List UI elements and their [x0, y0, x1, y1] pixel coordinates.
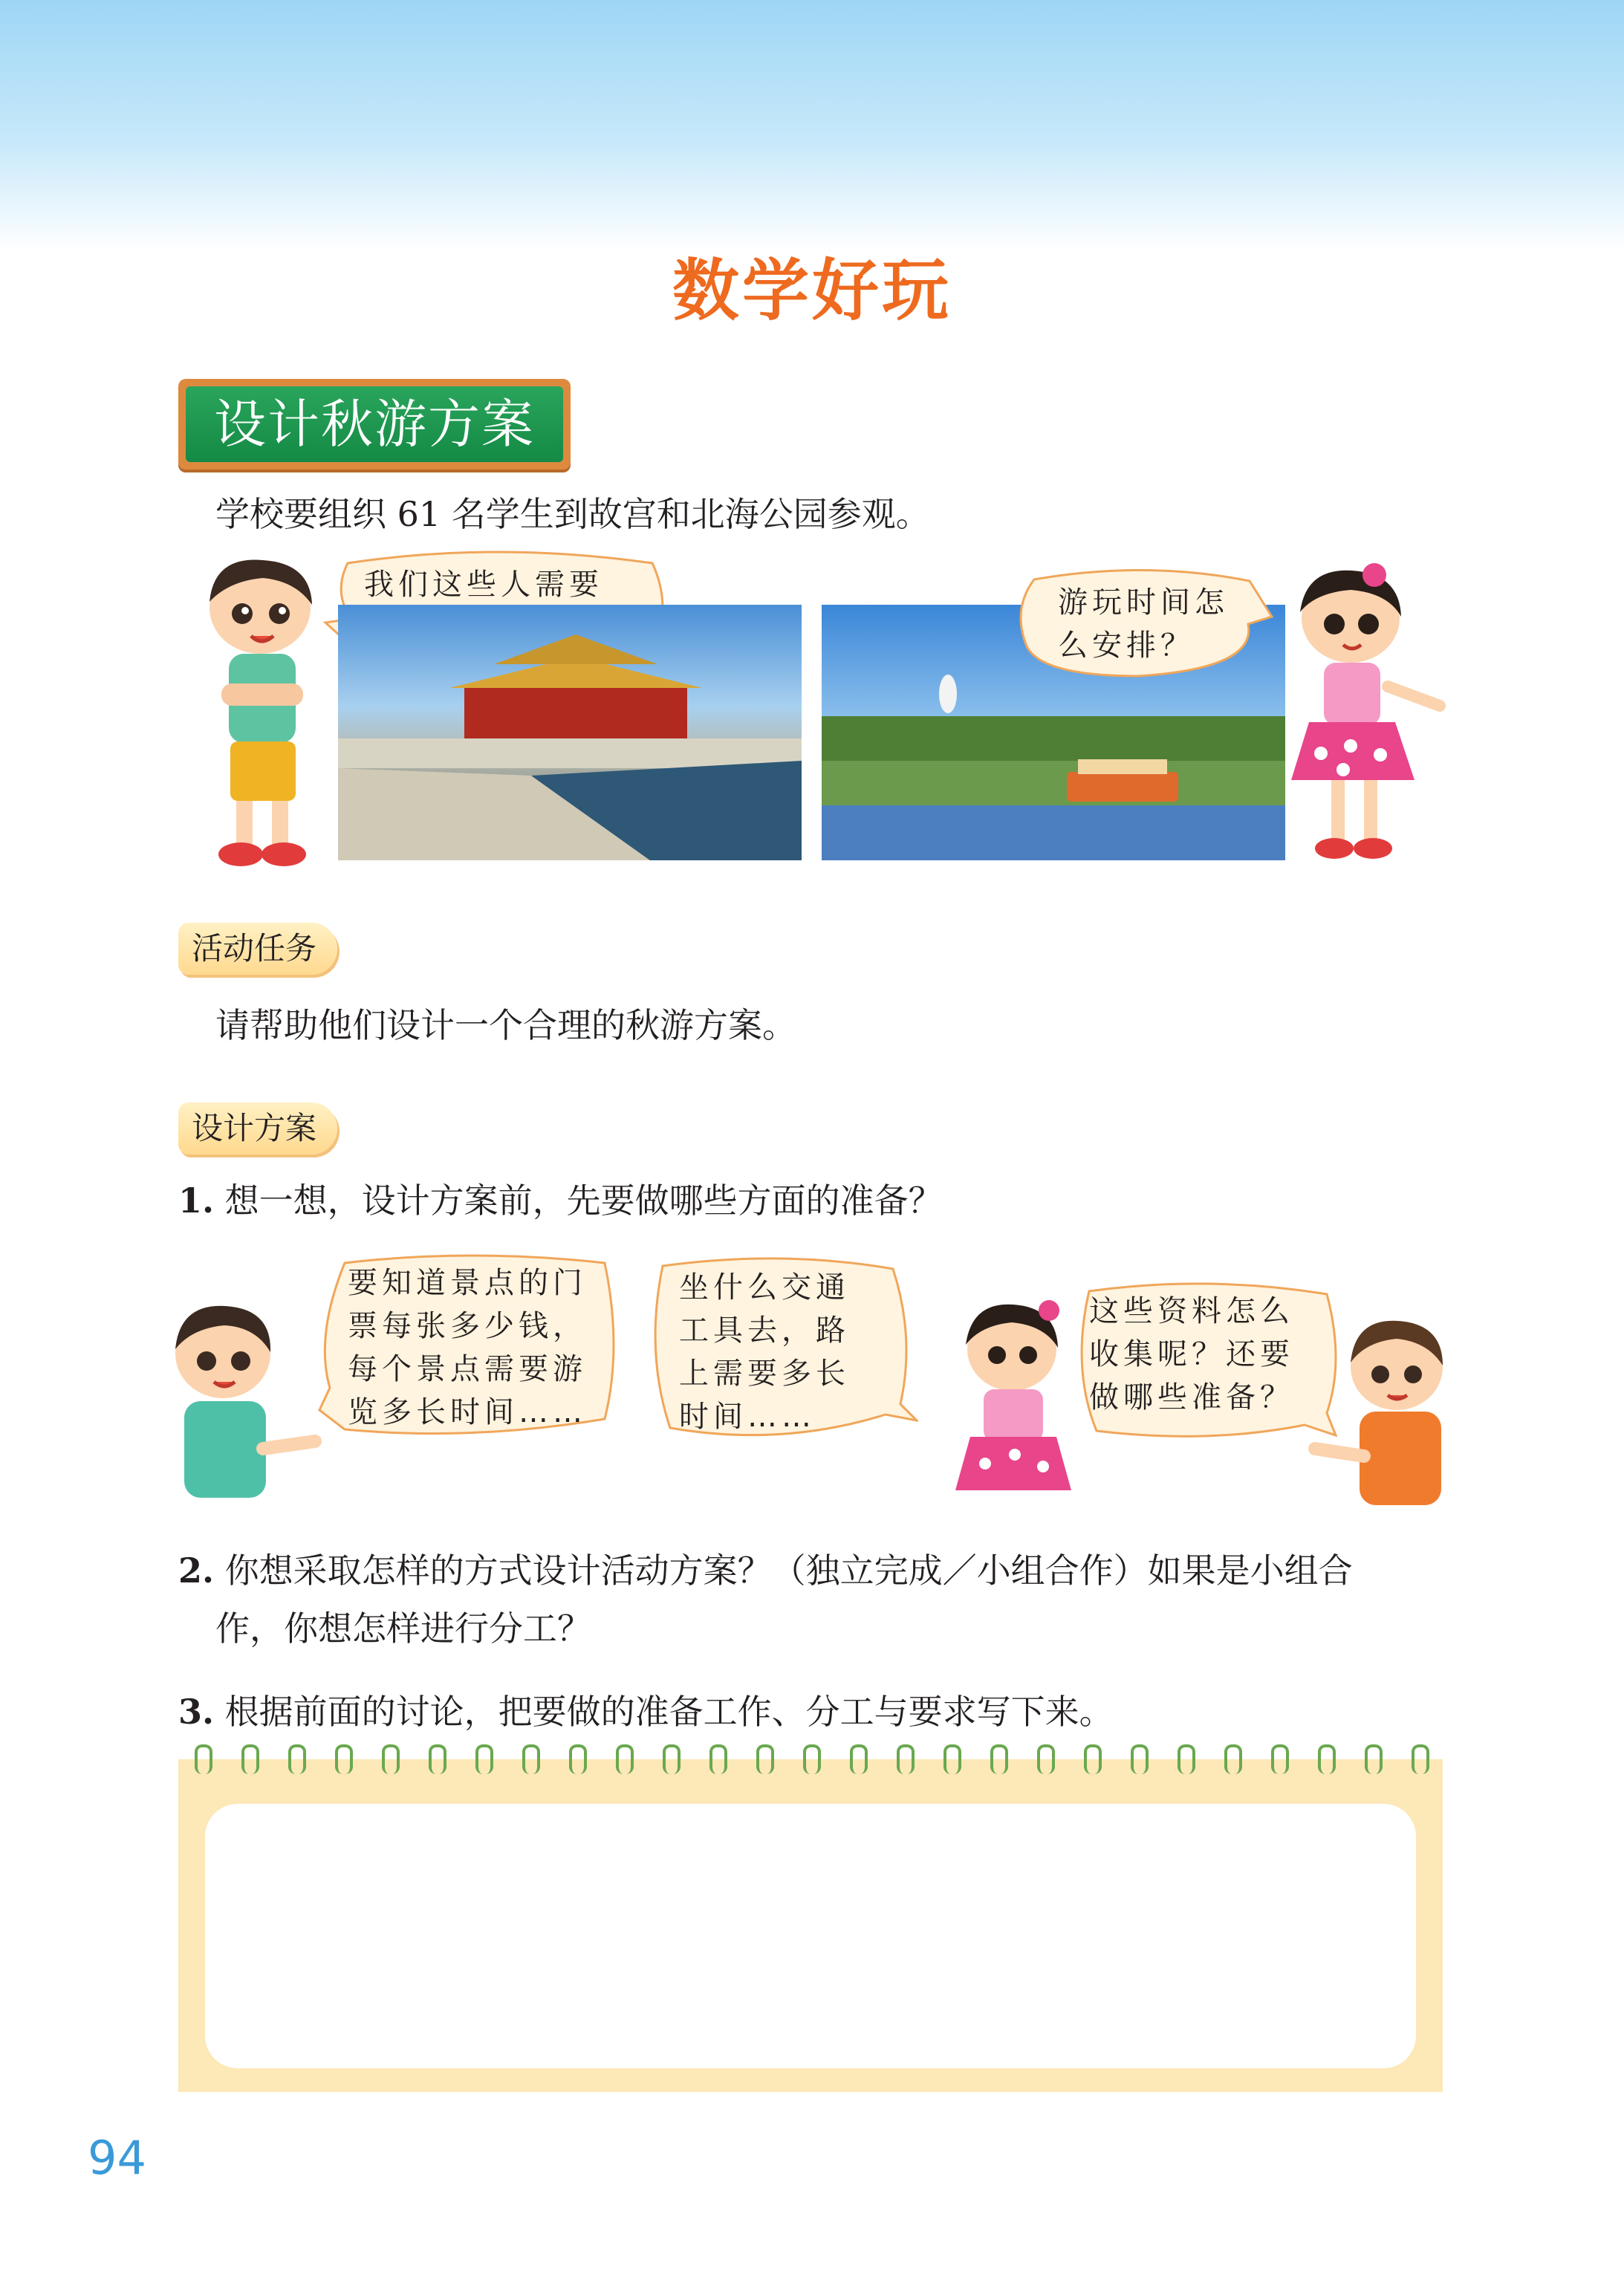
question-2-continued: 作，你想怎样进行分工？ [215, 1608, 591, 1649]
boy-figure-2 [159, 1300, 322, 1501]
speech-bubble-1: 要知道景点的门 票每张多少钱， 每个景点需要游 览多长时间…… [315, 1254, 623, 1441]
answer-box[interactable] [205, 1804, 1416, 2068]
boy-figure-1 [192, 556, 333, 875]
topic-title: 设计秋游方案 [186, 386, 563, 462]
notebook-ring [803, 1744, 821, 1774]
notebook-ring [756, 1744, 774, 1774]
notebook-ring [616, 1744, 634, 1774]
question-3 [178, 1689, 1114, 1734]
notebook-ring [850, 1744, 868, 1774]
girl-figure-2 [938, 1296, 1086, 1496]
notebook-ring [382, 1744, 400, 1774]
question-2-number: 2. [178, 1550, 215, 1591]
notebook-ring [1412, 1744, 1429, 1774]
girl-figure-1 [1269, 560, 1455, 872]
notebook-ring [1224, 1744, 1242, 1774]
notebook-ring [522, 1744, 540, 1774]
notebook-ring [569, 1744, 587, 1774]
speech-bubble-2: 坐什么交通 工具去，路 上需要多长 时间…… [640, 1256, 918, 1447]
notebook-ring [1178, 1744, 1195, 1774]
page-title: 数学好玩 [672, 252, 952, 330]
notebook-ring [663, 1744, 681, 1774]
speech-bubble-boy-top: 我们这些人需要 [318, 548, 673, 675]
notebook-ring [709, 1744, 727, 1774]
notebook-ring [195, 1744, 212, 1774]
notebook-ring [897, 1744, 915, 1774]
notebook-ring [990, 1744, 1008, 1774]
question-3-number: 3. [178, 1692, 215, 1732]
question-1-text: 想一想，设计方案前，先要做哪些方面的准备？ [224, 1181, 943, 1221]
notebook-writing-area [178, 1759, 1443, 2092]
notebook-ring [288, 1744, 306, 1774]
boy-figure-3 [1308, 1315, 1464, 1508]
sky-header-band [0, 0, 1624, 253]
notebook-ring [475, 1744, 493, 1774]
question-2-text: 你想采取怎样的方式设计活动方案？（独立完成／小组合作）如果是小组合 [224, 1550, 1353, 1591]
notebook-ring [1131, 1744, 1149, 1774]
notebook-ring [1084, 1744, 1102, 1774]
question-3-text: 根据前面的讨论，把要做的准备工作、分工与要求写下来。 [224, 1692, 1114, 1732]
activity-task-text: 请帮助他们设计一个合理的秋游方案。 [215, 1005, 796, 1045]
intro-text: 学校要组织 61 名学生到故宫和北海公园参观。 [215, 494, 930, 534]
question-1-number: 1. [178, 1181, 215, 1221]
speech-bubble-3: 这些资料怎么 收集呢？还要 做哪些准备？ [1067, 1279, 1345, 1444]
speech-bubble-girl-top: 游玩时间怎 么安排？ [1012, 565, 1279, 683]
notebook-ring [1037, 1744, 1055, 1774]
design-plan-tag: 设计方案 [178, 1102, 337, 1155]
topic-banner [178, 379, 571, 470]
notebook-ring [943, 1744, 961, 1774]
forbidden-city-photo [338, 605, 802, 860]
notebook-ring [1365, 1744, 1383, 1774]
notebook-ring [241, 1744, 259, 1774]
notebook-ring [1318, 1744, 1336, 1774]
notebook-ring [335, 1744, 353, 1774]
question-1 [178, 1178, 943, 1223]
question-2 [178, 1548, 1353, 1593]
notebook-ring [429, 1744, 446, 1774]
page-number: 94 [88, 2131, 146, 2185]
notebook-ring [1271, 1744, 1289, 1774]
activity-task-tag: 活动任务 [178, 923, 337, 975]
